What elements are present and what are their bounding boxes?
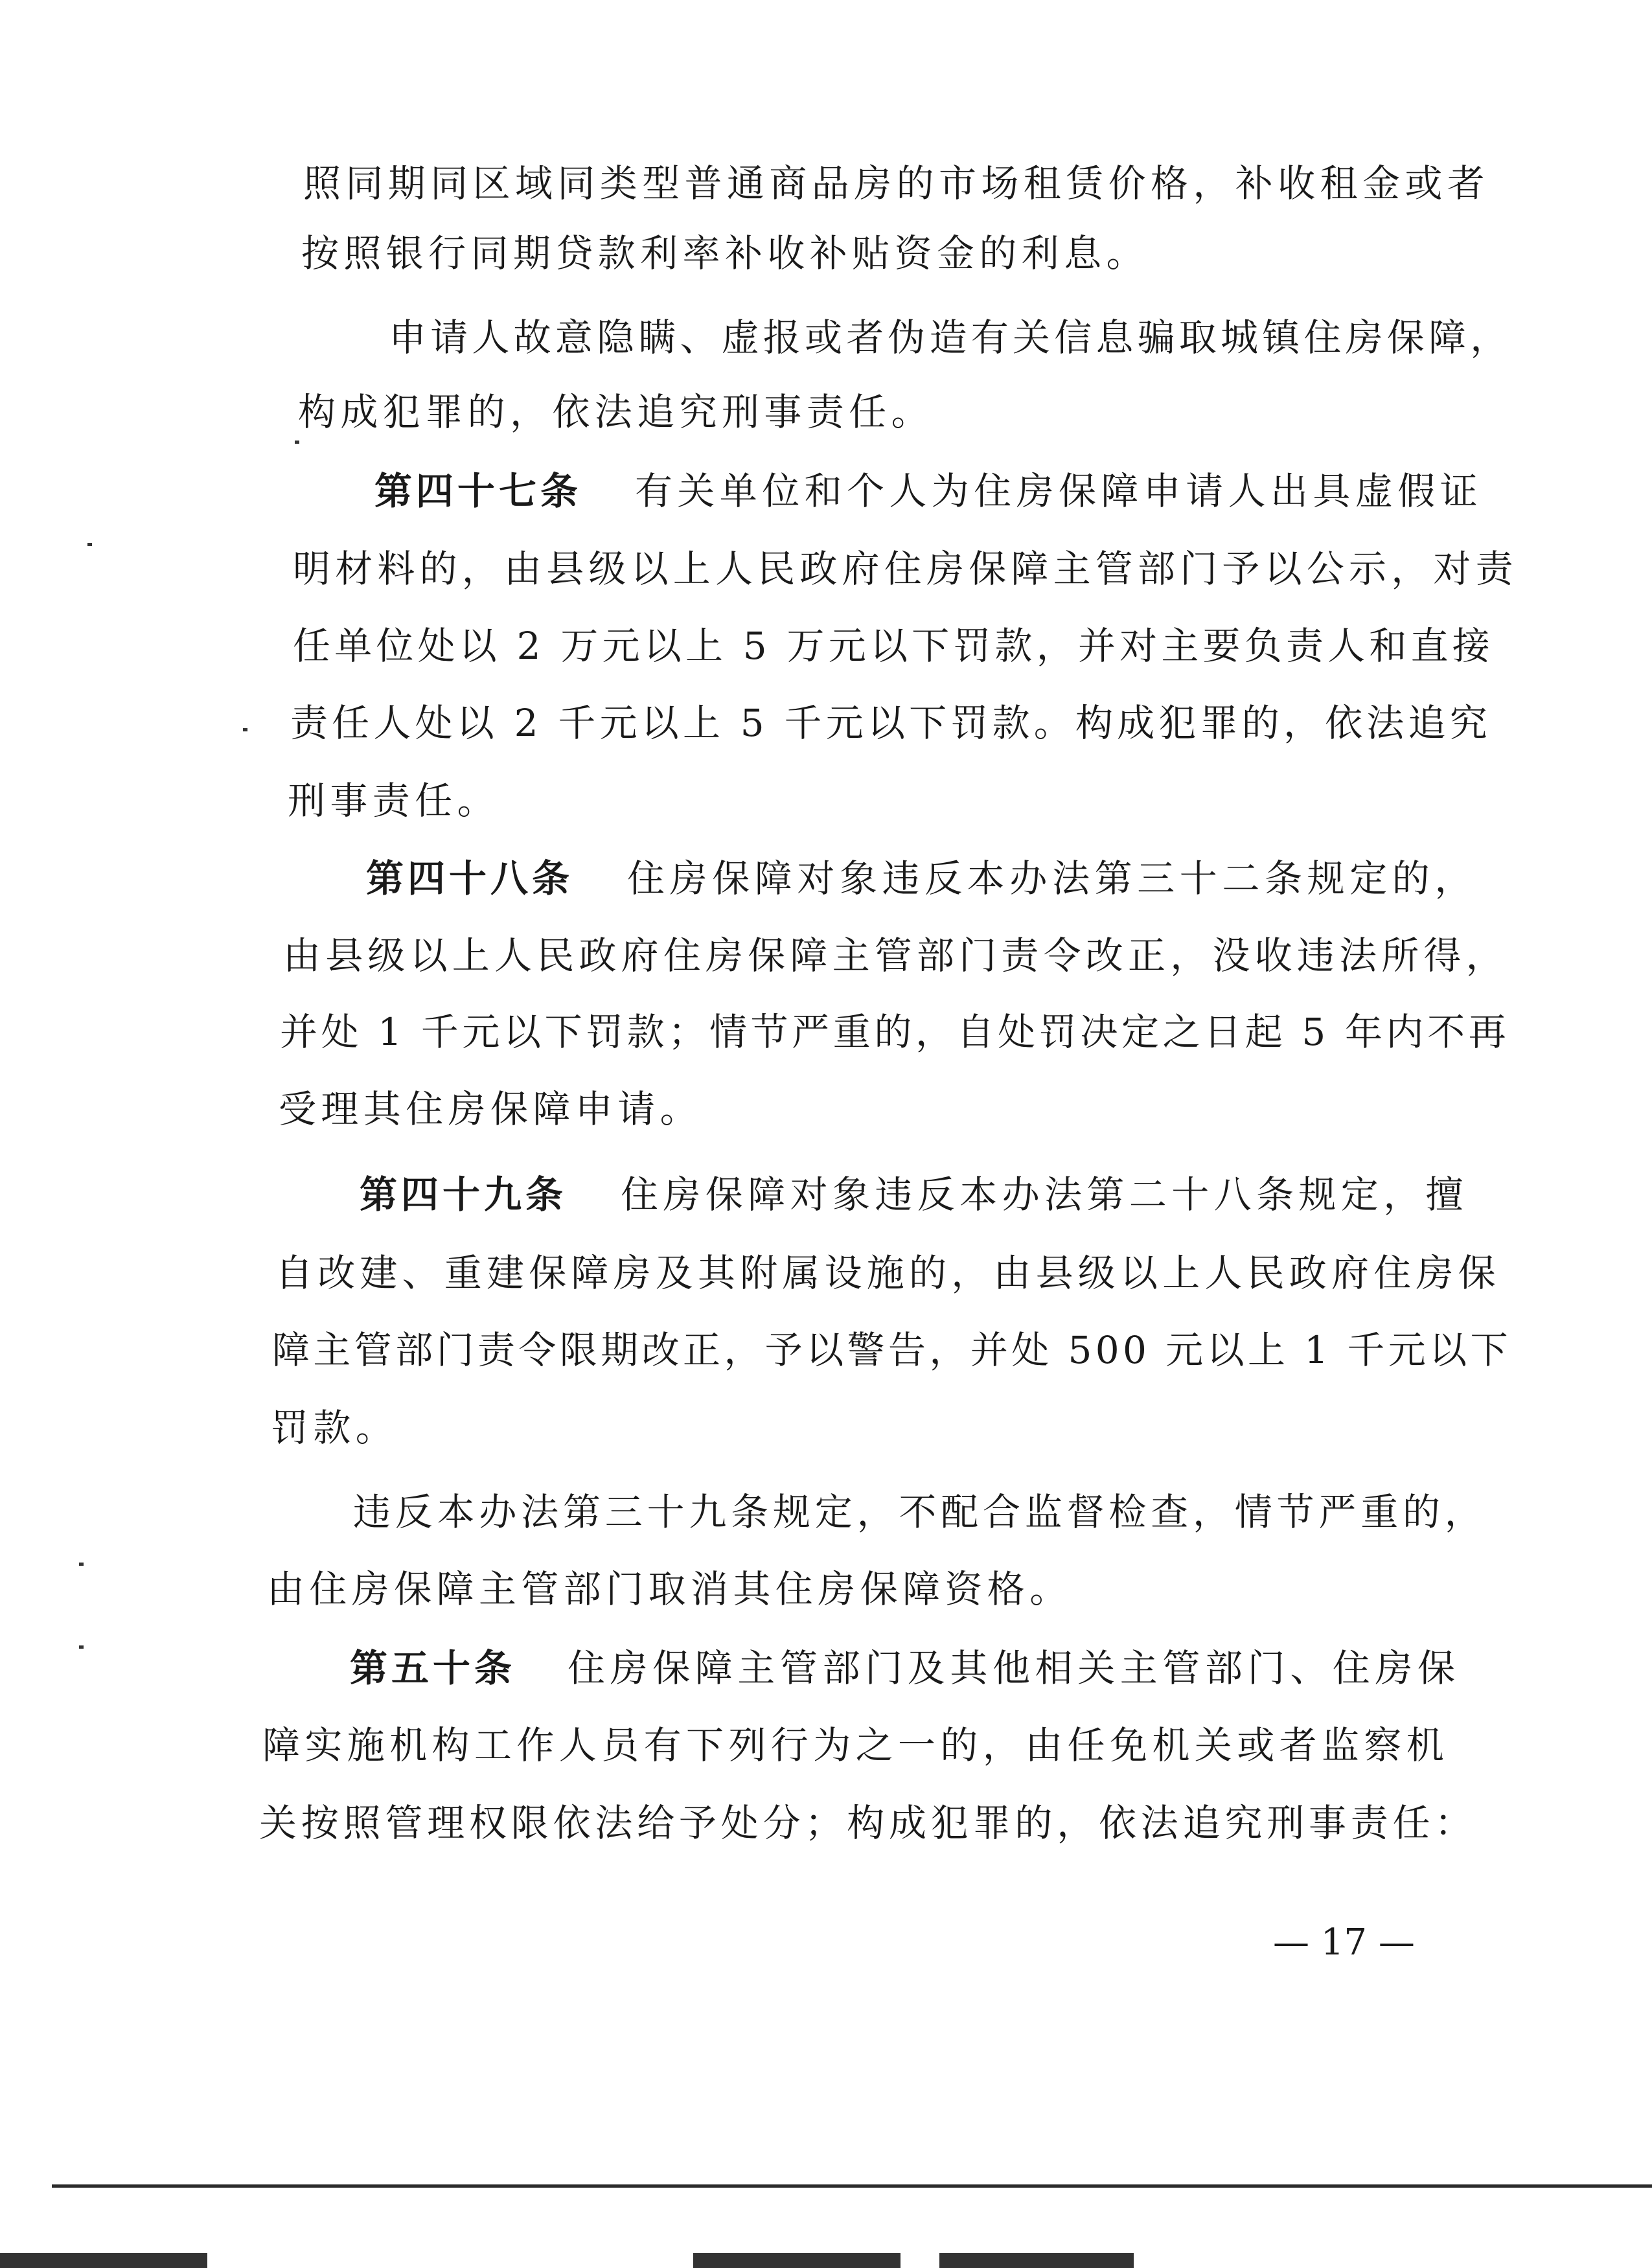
text-line-5: 有关单位和个人为住房保障申请人出具虚假证	[635, 469, 1483, 513]
scan-speck	[79, 1563, 84, 1566]
text-line-22: 关按照管理权限依法给予处分；构成犯罪的，依法追究刑事责任：	[259, 1801, 1477, 1845]
text-line-8: 责任人处以 2 千元以上 5 千元以下罚款。构成犯罪的，依法追究	[290, 701, 1491, 745]
scan-speck	[87, 543, 92, 546]
text-line-10: 住房保障对象违反本办法第三十二条规定的，	[627, 856, 1478, 900]
text-line-3: 申请人故意隐瞒、虚报或者伪造有关信息骗取城镇住房保障，	[389, 315, 1512, 360]
footer-rule	[52, 2184, 1652, 2188]
text-line-1: 照同期同区域同类型普通商品房的市场租赁价格，补收租金或者	[303, 161, 1490, 205]
text-line-4: 构成犯罪的，依法追究刑事责任。	[298, 390, 934, 434]
text-line-6: 明材料的，由县级以上人民政府住房保障主管部门予以公示，对责	[293, 547, 1518, 591]
text-line-14: 住房保障对象违反本办法第二十八条规定，擅	[621, 1173, 1469, 1217]
text-line-7: 任单位处以 2 万元以上 5 万元以下罚款，并对主要负责人和直接	[293, 624, 1494, 668]
text-line-12: 并处 1 千元以下罚款；情节严重的，自处罚决定之日起 5 年内不再	[280, 1010, 1510, 1054]
scan-edge-left	[0, 2253, 207, 2268]
text-line-9: 刑事责任。	[288, 779, 500, 823]
scan-speck	[79, 1645, 84, 1649]
text-line-18: 违反本办法第三十九条规定，不配合监督检查，情节严重的，	[353, 1490, 1487, 1534]
scan-speck	[243, 728, 247, 731]
article-48-heading: 第四十八条	[366, 856, 574, 900]
article-47-heading: 第四十七条	[374, 469, 582, 513]
text-line-2: 按照银行同期贷款利率补收补贴资金的利息。	[301, 231, 1149, 275]
text-line-19: 由住房保障主管部门取消其住房保障资格。	[267, 1567, 1072, 1611]
text-line-17: 罚款。	[271, 1406, 398, 1450]
text-line-13: 受理其住房保障申请。	[279, 1087, 703, 1131]
scan-edge-right	[939, 2253, 1134, 2268]
page-number: — 17 —	[1273, 1921, 1415, 1964]
scan-edge-middle	[693, 2253, 901, 2268]
article-50-heading: 第五十条	[350, 1646, 516, 1690]
text-line-16: 障主管部门责令限期改正，予以警告，并处 500 元以上 1 千元以下	[272, 1328, 1511, 1372]
scan-speck	[295, 441, 299, 444]
article-49-heading: 第四十九条	[360, 1173, 568, 1217]
text-line-15: 自改建、重建保障房及其附属设施的，由县级以上人民政府住房保	[275, 1251, 1500, 1295]
text-line-21: 障实施机构工作人员有下列行为之一的，由任免机关或者监察机	[262, 1723, 1449, 1767]
text-line-20: 住房保障主管部门及其他相关主管部门、住房保	[568, 1646, 1460, 1690]
text-line-11: 由县级以上人民政府住房保障主管部门责令改正，没收违法所得，	[283, 934, 1508, 978]
